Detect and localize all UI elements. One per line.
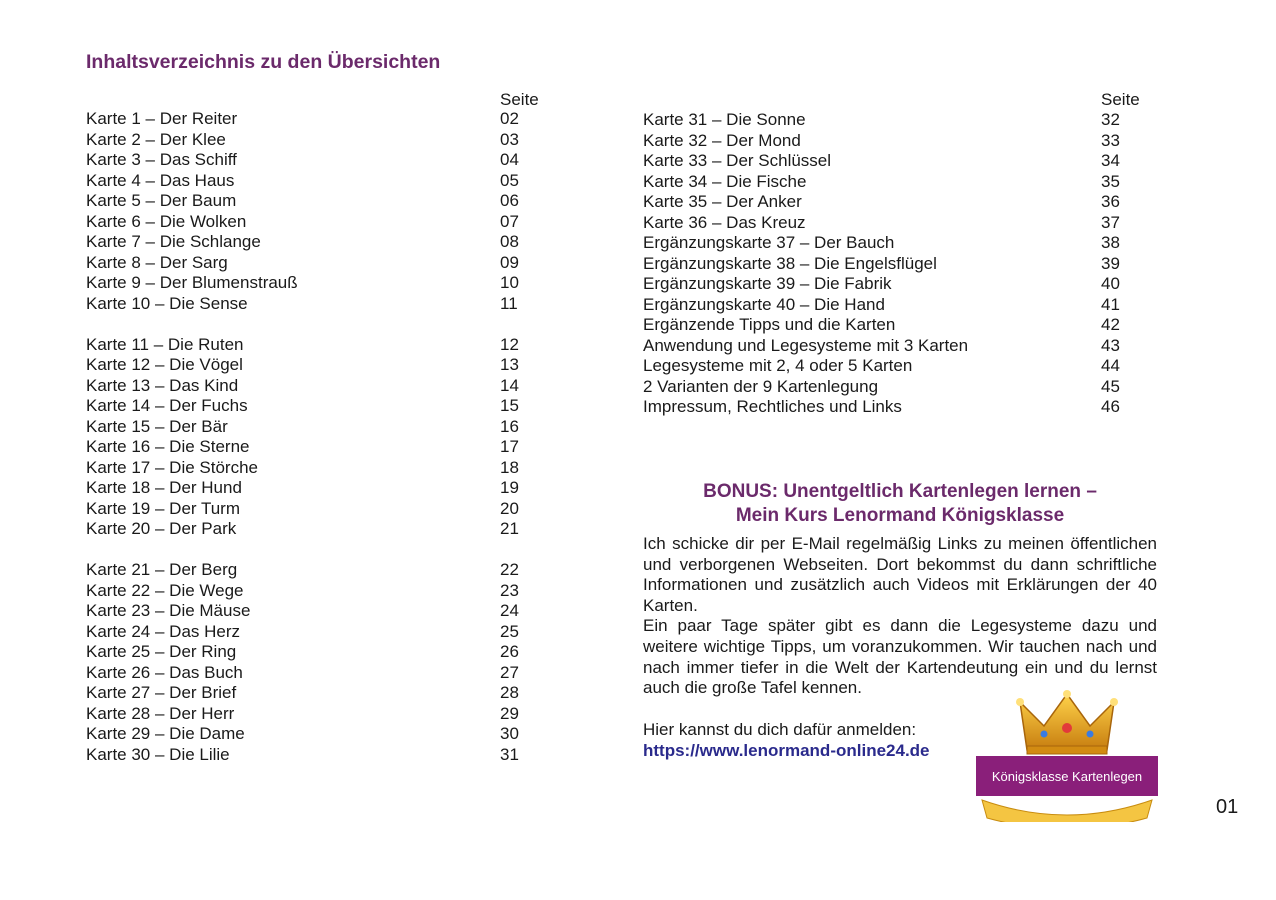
toc-entry-page: 10 [500, 273, 519, 292]
toc-entry-title: Karte 10 – Die Sense [86, 293, 248, 313]
toc-entry [86, 724, 519, 745]
toc-entry-title: Karte 2 – Der Klee [86, 129, 226, 149]
seite-header-right: Seite [1101, 90, 1140, 109]
toc-entry [86, 663, 519, 684]
toc-entry [643, 131, 1120, 152]
toc-entry [86, 376, 519, 397]
toc-entry-page: 02 [500, 109, 519, 128]
toc-entry-page: 42 [1101, 315, 1120, 334]
toc-entry-title: Karte 3 – Das Schiff [86, 150, 237, 169]
toc-entry [86, 560, 519, 581]
crown-logo [972, 690, 1162, 822]
toc-entry-title: Karte 17 – Die Störche [86, 457, 258, 477]
toc-entry-page: 07 [500, 211, 519, 231]
toc-entry-title: Karte 32 – Der Mond [643, 130, 801, 150]
toc-entry [86, 745, 519, 766]
toc-entry [86, 499, 519, 520]
toc-entry [86, 417, 519, 438]
toc-entry [643, 336, 1120, 357]
toc-entry-title: Karte 24 – Das Herz [86, 621, 241, 641]
toc-group-spacer [86, 540, 519, 561]
toc-entry [86, 294, 519, 315]
toc-entry-title: Karte 20 – Der Park [86, 519, 237, 538]
toc-entry-page: 11 [500, 293, 518, 313]
toc-entry-title: Karte 13 – Das Kind [86, 375, 239, 395]
toc-entry-title: Karte 23 – Die Mäuse [86, 601, 251, 620]
toc-entry-page: 28 [500, 683, 519, 702]
toc-entry-title: Karte 35 – Der Anker [643, 192, 802, 211]
bonus-paragraph-1: Ich schicke dir per E-Mail regelmäßig Links zu meinen öffentlichen und verborgenen Webseiten. Dort bekommst du dann schriftliche Informationen und zusätzlich auch Videos mit Erklärungen der 40 Karten. [643, 534, 1157, 615]
toc-entry-page: 30 [500, 724, 519, 743]
toc-entry-title: Karte 6 – Die Wolken [86, 211, 247, 231]
toc-entry-page: 35 [1101, 171, 1120, 191]
toc-left-list [86, 109, 519, 765]
toc-entry-title: Karte 36 – Das Kreuz [643, 212, 806, 232]
toc-entry-title: Karte 15 – Der Bär [86, 416, 228, 436]
toc-entry [86, 150, 519, 171]
toc-entry-page: 18 [500, 457, 519, 477]
toc-entry [86, 622, 519, 643]
toc-entry-page: 12 [500, 334, 519, 354]
toc-entry [643, 172, 1120, 193]
toc-entry [643, 356, 1120, 377]
toc-entry-page: 41 [1101, 294, 1120, 314]
toc-entry [86, 642, 519, 663]
bonus-title-line1: BONUS: Unentgeltlich Kartenlegen lernen – [703, 481, 1097, 502]
toc-entry-title: Karte 16 – Die Sterne [86, 437, 250, 456]
toc-entry [643, 110, 1120, 131]
signup-link[interactable]: https://www.lenormand-online24.de [643, 740, 930, 760]
toc-entry-page: 08 [500, 232, 519, 251]
toc-entry-page: 29 [500, 703, 519, 723]
toc-entry-page: 36 [1101, 192, 1120, 211]
toc-entry-page: 09 [500, 252, 519, 272]
toc-entry-title: Karte 19 – Der Turm [86, 498, 241, 518]
toc-entry-title: Karte 33 – Der Schlüssel [643, 151, 832, 170]
toc-entry-page: 39 [1101, 253, 1120, 273]
toc-entry [643, 274, 1120, 295]
toc-entry-title: Karte 25 – Der Ring [86, 642, 237, 661]
toc-entry [643, 192, 1120, 213]
toc-entry [643, 377, 1120, 398]
toc-entry [86, 335, 519, 356]
toc-entry [86, 109, 519, 130]
toc-entry-title: Legesysteme mit 2, 4 oder 5 Karten [643, 356, 913, 375]
logo-text: Königsklasse Kartenlegen [991, 769, 1143, 784]
toc-entry [86, 253, 519, 274]
toc-entry-title: 2 Varianten der 9 Kartenlegung [643, 376, 879, 396]
toc-entry-page: 40 [1101, 274, 1120, 293]
toc-entry-title: Karte 31 – Die Sonne [643, 110, 806, 129]
toc-entry-page: 19 [500, 478, 519, 497]
toc-entry-page: 37 [1101, 212, 1120, 232]
toc-entry [86, 212, 519, 233]
toc-entry [86, 171, 519, 192]
toc-entry [86, 437, 519, 458]
toc-entry-title: Karte 4 – Das Haus [86, 170, 235, 190]
toc-group-spacer [86, 314, 519, 335]
toc-entry [643, 213, 1120, 234]
toc-entry-page: 16 [500, 416, 519, 436]
toc-entry-page: 27 [500, 662, 519, 682]
toc-entry [643, 315, 1120, 336]
toc-entry-title: Karte 11 – Die Ruten [86, 334, 244, 354]
toc-entry-title: Ergänzungskarte 38 – Die Engelsflügel [643, 253, 937, 273]
toc-entry [86, 355, 519, 376]
toc-entry [86, 519, 519, 540]
toc-right-list [643, 110, 1120, 418]
toc-entry-page: 45 [1101, 376, 1120, 396]
toc-entry-title: Karte 9 – Der Blumenstrauß [86, 273, 298, 292]
toc-entry-title: Karte 22 – Die Wege [86, 580, 244, 600]
signup-text: Hier kannst du dich dafür anmelden: [643, 720, 917, 739]
toc-entry-page: 06 [500, 191, 519, 210]
toc-entry [86, 273, 519, 294]
toc-entry-page: 33 [1101, 130, 1120, 150]
toc-entry-title: Karte 28 – Der Herr [86, 703, 235, 723]
toc-entry [86, 581, 519, 602]
toc-entry-page: 20 [500, 498, 519, 518]
toc-entry-page: 46 [1101, 397, 1120, 416]
bonus-paragraph-2: Ein paar Tage später gibt es dann die Legesysteme dazu und weitere wichtige Tipps, um voranzukommen. Wir tauchen nach und nach immer tiefer in die Welt der Kartendeutung ein und du lernst auch die große Tafel kennen. [643, 616, 1157, 698]
bonus-title-line2: Mein Kurs Lenormand Königsklasse [735, 505, 1065, 526]
toc-entry-title: Karte 7 – Die Schlange [86, 232, 261, 251]
toc-entry [86, 130, 519, 151]
toc-entry-page: 04 [500, 150, 519, 169]
toc-entry-title: Karte 27 – Der Brief [86, 683, 237, 702]
toc-entry-title: Karte 18 – Der Hund [86, 478, 242, 497]
toc-entry-page: 32 [1101, 110, 1120, 129]
toc-entry [643, 295, 1120, 316]
signup-block [643, 720, 930, 761]
toc-entry-page: 43 [1101, 335, 1120, 355]
crown-icon [1016, 690, 1118, 754]
toc-entry-page: 44 [1101, 356, 1120, 375]
bonus-text [643, 534, 1157, 699]
toc-entry-title: Karte 29 – Die Dame [86, 724, 245, 743]
seite-header-left: Seite [500, 90, 539, 109]
toc-entry-title: Karte 26 – Das Buch [86, 662, 243, 682]
toc-entry [86, 396, 519, 417]
toc-entry-title: Karte 8 – Der Sarg [86, 252, 228, 272]
toc-entry-page: 05 [500, 170, 519, 190]
toc-entry [86, 601, 519, 622]
toc-entry-page: 21 [500, 519, 519, 538]
toc-entry [643, 397, 1120, 418]
toc-entry-title: Ergänzende Tipps und die Karten [643, 315, 896, 334]
toc-entry-page: 26 [500, 642, 519, 661]
toc-entry-page: 24 [500, 601, 519, 620]
toc-entry-title: Karte 1 – Der Reiter [86, 109, 238, 128]
toc-entry-page: 38 [1101, 233, 1120, 252]
page-number: 01 [1216, 796, 1239, 818]
toc-entry [86, 478, 519, 499]
toc-entry-title: Ergänzungskarte 37 – Der Bauch [643, 233, 895, 252]
toc-entry-title: Ergänzungskarte 40 – Die Hand [643, 294, 885, 314]
toc-entry [86, 458, 519, 479]
toc-entry-page: 34 [1101, 151, 1120, 170]
toc-entry-page: 25 [500, 621, 519, 641]
toc-entry-title: Impressum, Rechtliches und Links [643, 397, 902, 416]
toc-entry-page: 23 [500, 580, 519, 600]
toc-entry [86, 704, 519, 725]
toc-entry-title: Ergänzungskarte 39 – Die Fabrik [643, 274, 892, 293]
toc-entry-title: Karte 30 – Die Lilie [86, 744, 230, 764]
toc-entry-page: 03 [500, 129, 519, 149]
toc-entry-title: Karte 21 – Der Berg [86, 560, 238, 579]
toc-entry-title: Karte 14 – Der Fuchs [86, 396, 248, 415]
toc-entry [643, 233, 1120, 254]
toc-entry-page: 14 [500, 375, 519, 395]
bonus-title [643, 480, 1157, 528]
toc-entry-page: 13 [500, 355, 519, 374]
toc-entry-title: Anwendung und Legesysteme mit 3 Karten [643, 335, 969, 355]
toc-entry-title: Karte 5 – Der Baum [86, 191, 237, 210]
toc-entry-title: Karte 34 – Die Fische [643, 171, 807, 191]
toc-entry [643, 151, 1120, 172]
toc-entry [86, 683, 519, 704]
toc-entry [86, 191, 519, 212]
toc-entry [643, 254, 1120, 275]
toc-entry-title: Karte 12 – Die Vögel [86, 355, 243, 374]
toc-entry [86, 232, 519, 253]
toc-entry-page: 31 [500, 744, 519, 764]
toc-entry-page: 22 [500, 560, 519, 579]
toc-entry-page: 17 [500, 437, 519, 456]
toc-entry-page: 15 [500, 396, 519, 415]
page-title: Inhaltsverzeichnis zu den Übersichten [86, 51, 441, 73]
